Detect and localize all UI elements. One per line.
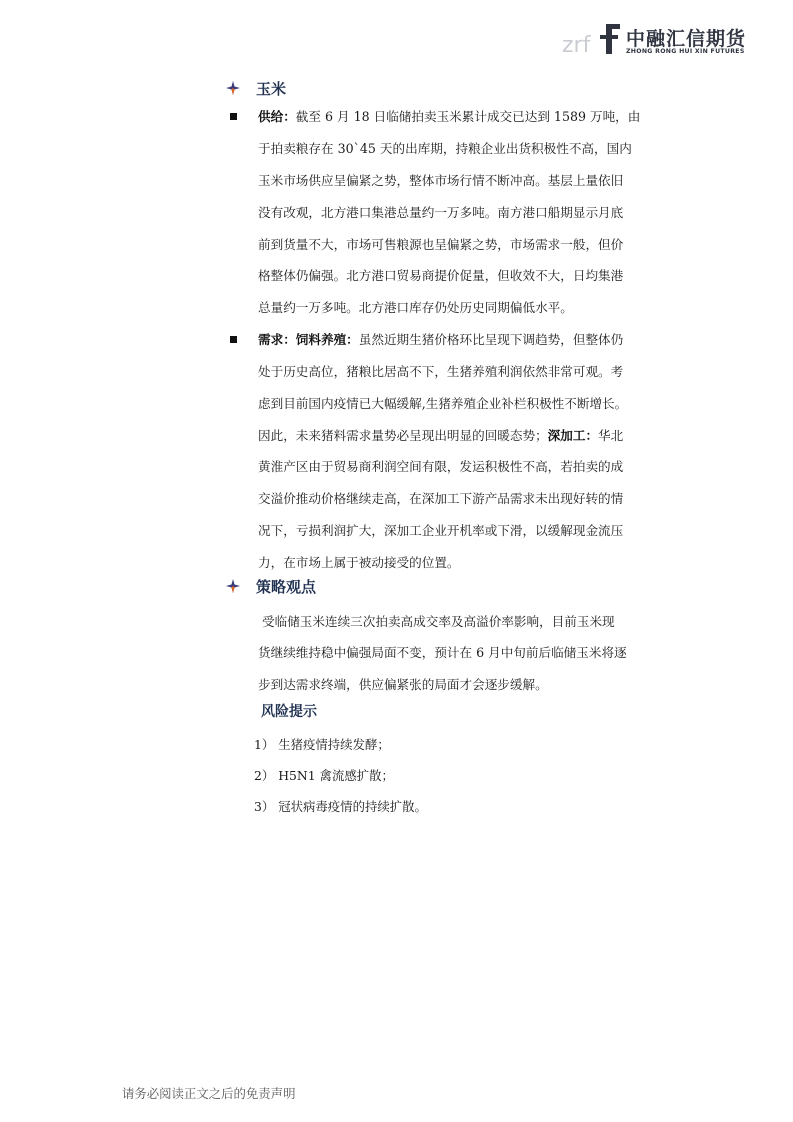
supply-line: 供给：截至 6 月 18 日临储拍卖玉米累计成交已达到 1589 万吨，由 — [258, 109, 641, 124]
section-heading-corn — [226, 78, 426, 100]
demand-line: 交溢价推动价格继续走高，在深加工下游产品需求未出现好转的情 — [258, 491, 624, 506]
heading-text: 策略观点 — [256, 578, 317, 596]
logo-english-name: ZHONG RONG HUI XIN FUTURES — [626, 48, 745, 55]
supply-line: 玉米市场供应呈偏紧之势，整体市场行情不断冲高。基层上量依旧 — [258, 173, 624, 188]
feed-breeding-label: 饲料养殖： — [295, 332, 359, 347]
heading-text: 玉米 — [256, 80, 287, 98]
supply-label: 供给： — [258, 109, 296, 124]
section-heading-strategy — [226, 576, 426, 598]
supply-line: 格整体仍偏强。北方港口贸易商提价促量，但收效不大，日均集港 — [258, 268, 624, 283]
risk-item: 2） H5N1 禽流感扩散； — [254, 768, 394, 783]
risk-item: 3） 冠状病毒疫情的持续扩散。 — [254, 799, 427, 814]
risk-item: 1） 生猪疫情持续发酵； — [254, 737, 390, 752]
strategy-line: 货继续维持稳中偏强局面不变，预计在 6 月中旬前后临储玉米将逐 — [258, 645, 627, 660]
demand-line: 力，在市场上属于被动接受的位置。 — [258, 555, 460, 570]
supply-line: 于拍卖粮存在 30`45 天的出库期，持粮企业出货积极性不高，国内 — [258, 141, 632, 156]
star-bullet-icon — [226, 81, 240, 95]
zrf-logo-mark — [562, 22, 622, 58]
demand-line: 黄淮产区由于贸易商利润空间有限，发运积极性不高，若拍卖的成 — [258, 459, 624, 474]
demand-line: 处于历史高位，猪粮比居高不下，生猪养殖利润依然非常可观。考 — [258, 364, 624, 379]
supply-line: 前到货量不大，市场可售粮源也呈偏紧之势，市场需求一般，但价 — [258, 237, 624, 252]
deep-processing-label: 深加工： — [547, 428, 599, 443]
demand-label: 需求： — [258, 332, 296, 347]
supply-line: 总量约一万多吨。北方港口库存仍处历史同期偏低水平。 — [258, 300, 573, 315]
demand-line: 因此，未来猪料需求量势必呈现出明显的回暖态势；深加工：华北 — [258, 428, 624, 443]
strategy-line: 步到达需求终端，供应偏紧张的局面才会逐步缓解。 — [258, 677, 548, 692]
demand-line: 虑到目前国内疫情已大幅缓解,生猪养殖企业补栏积极性不断增长。 — [258, 396, 628, 411]
supply-line: 没有改观，北方港口集港总量约一万多吨。南方港口船期显示月底 — [258, 205, 624, 220]
demand-line: 况下，亏损利润扩大，深加工企业开机率或下滑，以缓解现金流压 — [258, 523, 624, 538]
square-bullet-icon — [230, 336, 237, 343]
company-logo — [562, 18, 762, 62]
square-bullet-icon — [230, 113, 237, 120]
strategy-line: 受临储玉米连续三次拍卖高成交率及高溢价率影响，目前玉米现 — [262, 614, 615, 629]
svg-text:zrf: zrf — [562, 33, 591, 58]
demand-line: 需求：饲料养殖：虽然近期生猪价格环比呈现下调趋势，但整体仍 — [258, 332, 624, 347]
star-bullet-icon — [226, 579, 240, 593]
footer-disclaimer: 请务必阅读正文之后的免责声明 — [122, 1086, 296, 1101]
risk-heading: 风险提示 — [261, 704, 317, 720]
logo-company-name: 中融汇信期货 — [626, 28, 747, 50]
